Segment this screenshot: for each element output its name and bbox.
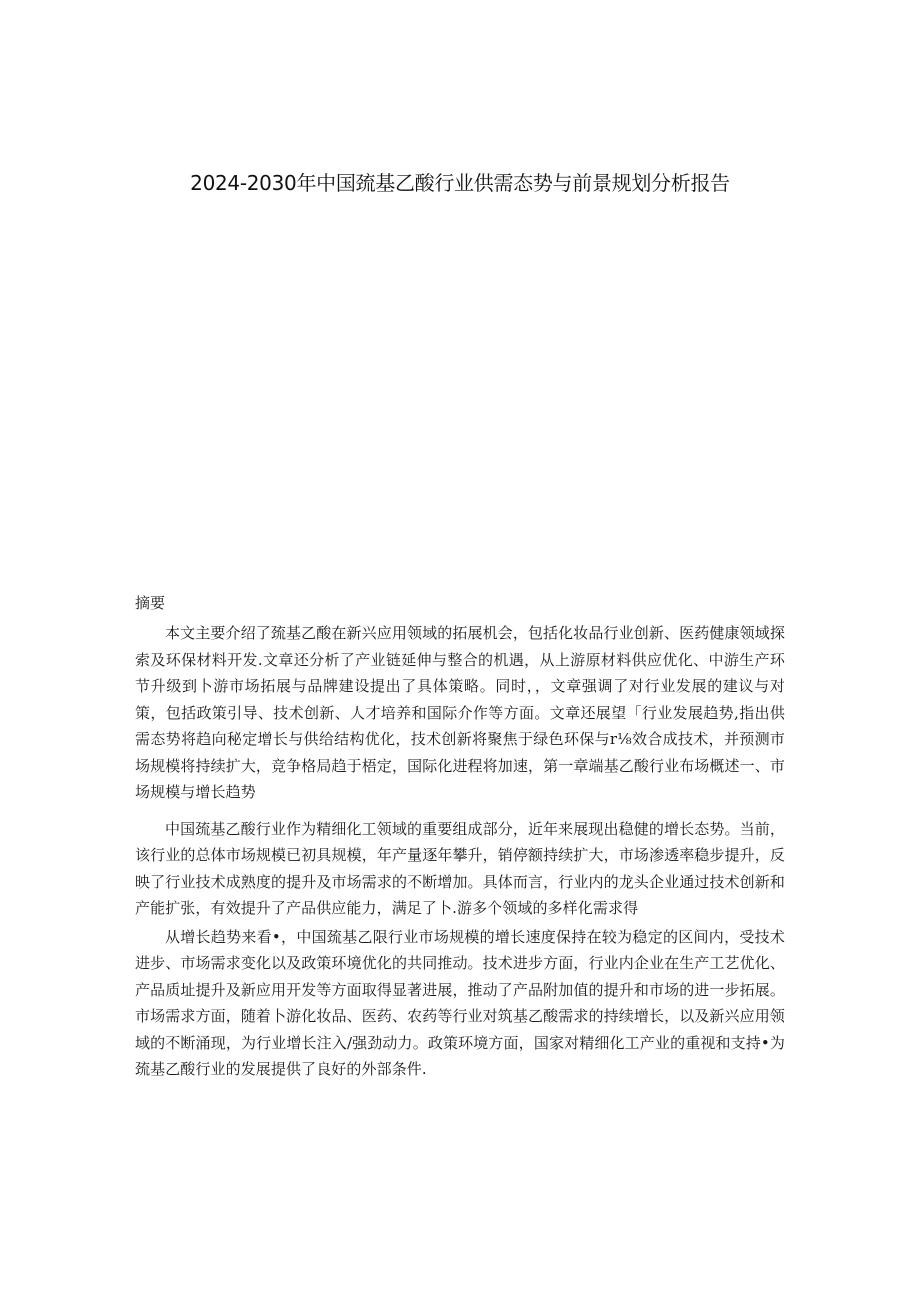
abstract-heading: 摘要 — [135, 594, 166, 612]
abstract-body — [135, 620, 785, 1083]
market-overview-paragraph: 中国巯基乙酸行业作为精细化工领域的重要组成部分，近年来展现出稳健的增长态势。当前，该行业的总体市场规模已初具规模，年产量逐年攀升，销停额持续扩大，市场渗透率稳步提升，反映了行业技术成熟度的提升及市场需求的不断增加。具体而言，行业内的龙头企业通过技术创新和产能扩张，有效提升了产品供应能力，满足了卜.游多个领域的多样化需求得 — [135, 819, 785, 917]
growth-trend-paragraph: 从增长趋势来看•，中国巯基乙限行业市场规模的增长速度保持在较为稳定的区间内，受技术进步、市场需求变化以及政策环境优化的共同推动。技术进步方面，行业内企业在生产工艺优化、产品质址提升及新应用开发等方面取得显著进展，推动了产品附加值的提升和市场的进一步拓展。市场需求方面，随着卜游化妆品、医药、农药等行业对筑基乙酸需求的持续增长，以及新兴应用领域的不断涌现，为行业增长注入/强劲动力。政策环境方面，国家对精细化工产业的重视和支持•为巯基乙酸行业的发展提供了良好的外部条件. — [135, 927, 785, 1078]
abstract-paragraph: 本文主要介绍了巯基乙酸在新兴应用领域的拓展机会，包括化妆品行业创新、医药健康领域探索及环保材料开发.文章还分析了产业链延伸与整合的机遇，从上游原材料供应优化、中游生产环节升级到卜游市场拓展与品牌建设提出了具体策略。同时，，文章强调了对行业发展的建议与对策，包括政策引导、技术创新、人才培养和国际介作等方面。文章还展望「行业发展趋势,指出供需态势将趋向秘定增长与供给结构优化，技术创新将聚焦于绿色环保与r⅛效合成技术，并预测市场规模将持续扩大，竞争格局趋于梧定，国际化进程将加速，第一章端基乙酸行业布场概述一、市场规模与增长趋势 — [135, 624, 785, 801]
document-title: 2024-2030年中国巯基乙酸行业供需态势与前景规划分析报告 — [190, 171, 730, 195]
